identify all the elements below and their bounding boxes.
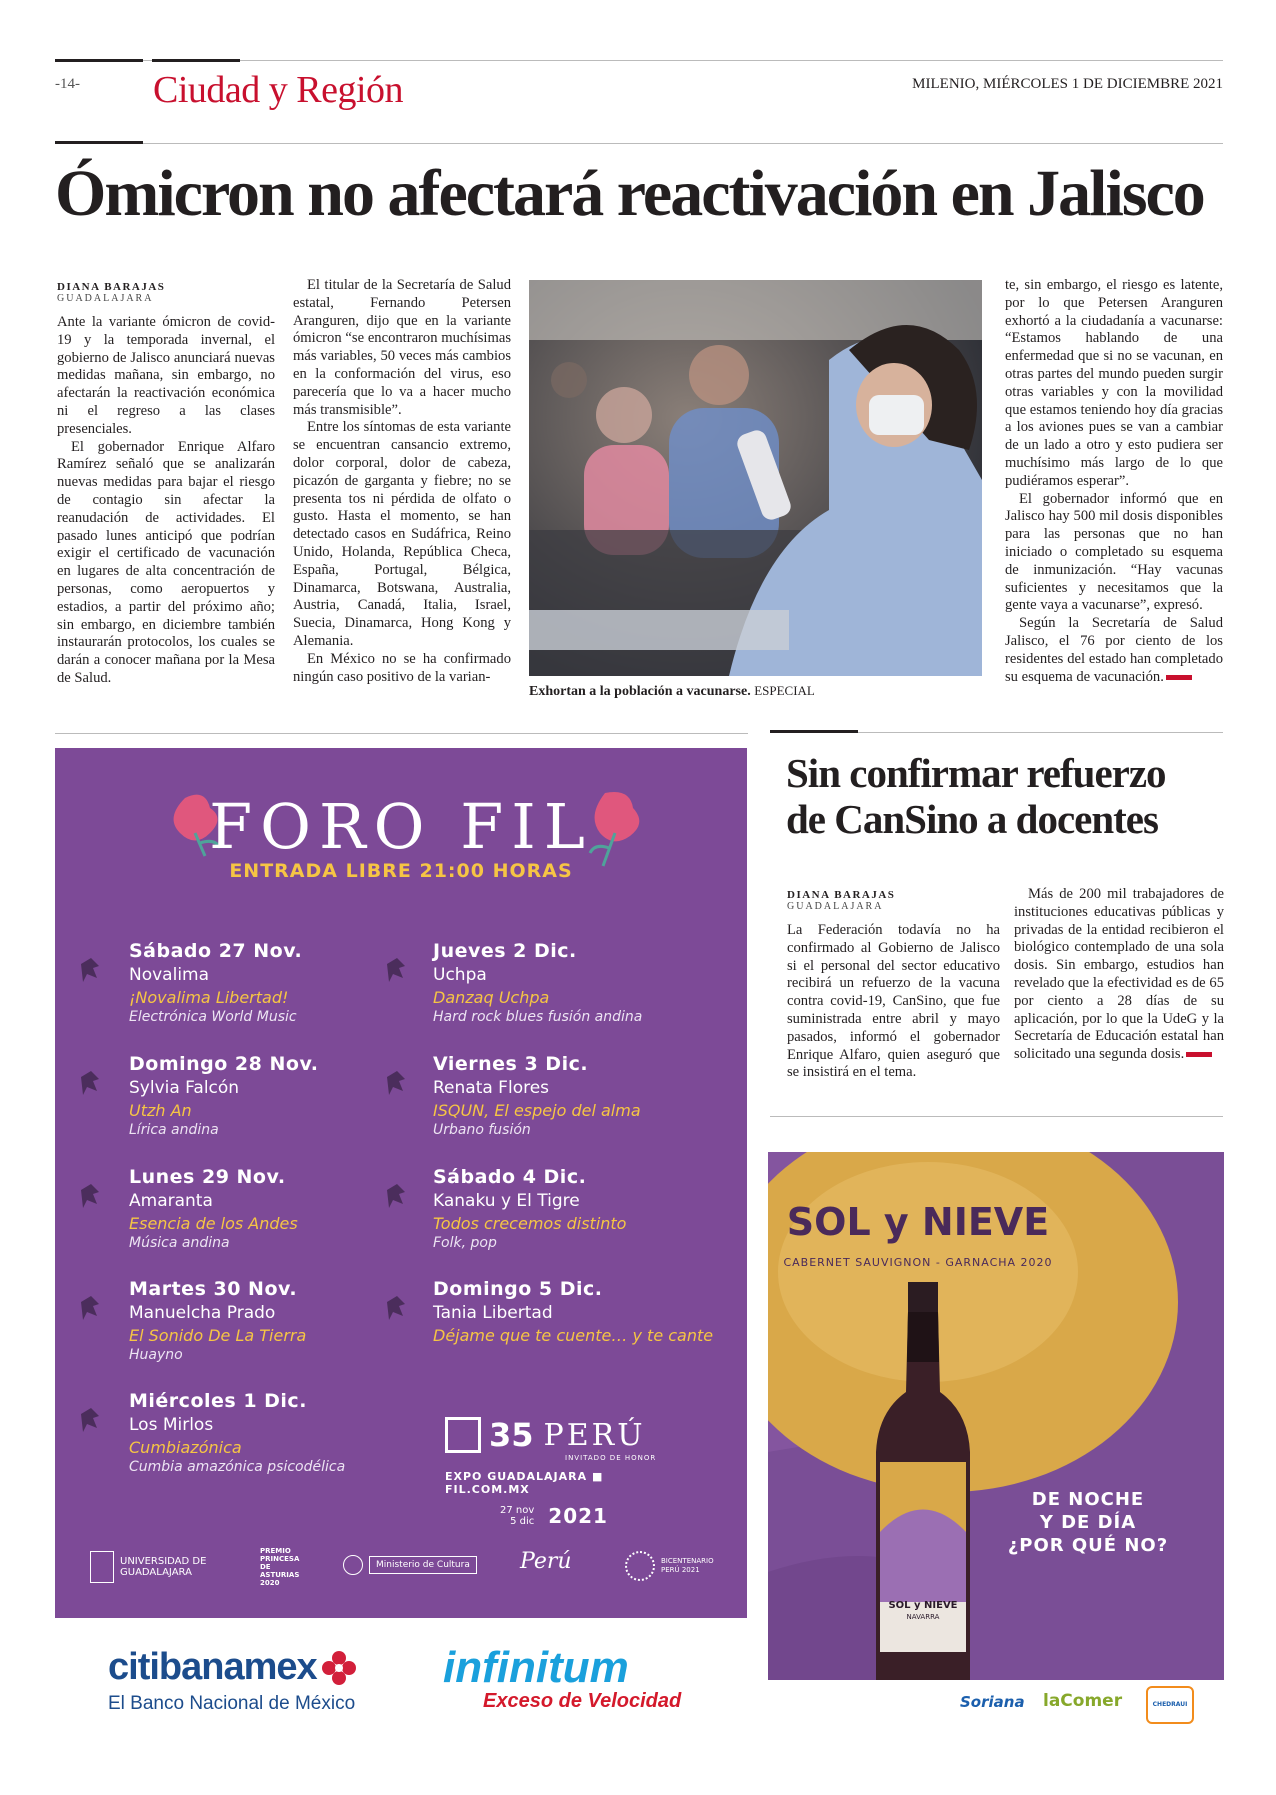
logo-bicentenario: BICENTENARIO PERÚ 2021: [661, 1557, 714, 1574]
telecom-tagline: Exceso de Velocidad: [483, 1690, 682, 1712]
event-item: [433, 1053, 747, 1138]
paragraph: te, sin embargo, el riesgo es latente, por lo que Petersen Aranguren exhortó a la ciudadanía a vacunarse: “Estamos hablando de una enfermedad que si no se vacunan, en otras partes del mundo pueden surgir otras variables y con la movilidad que estamos teniendo hoy día gracias a los aviones pues se van a cambiar de un lado a otro y esto pudiera ser muchísimo más largo de lo que pudiéramos esperar”.: [1005, 277, 1223, 489]
header-rule-accent: [152, 59, 240, 62]
header-rule-accent: [55, 59, 143, 62]
guest-subtitle: INVITADO DE HONOR: [565, 1454, 657, 1462]
event-artist: Los Mirlos: [129, 1415, 214, 1435]
story-column-2: [293, 277, 511, 686]
paragraph: [1005, 615, 1223, 686]
paragraph: [1014, 886, 1224, 1064]
paragraph: La Federación todavía no ha confirmado al Gobierno de Jalisco si el personal del sector educativo recibirá un refuerzo de la vacuna contra covid-19, CanSino, que fue suministrada entre abril y mayo pasados, informó el gobernador Enrique Alfaro, quien aseguró que se insistirá en el tema.: [787, 922, 1000, 1081]
fil-number: 35: [489, 1416, 534, 1454]
event-title: Todos crecemos distinto: [433, 1214, 627, 1233]
event-artist: Sylvia Falcón: [129, 1078, 240, 1098]
store-soriana: Soriana: [960, 1693, 1025, 1711]
event-item: [433, 1278, 747, 1345]
event-artist: Uchpa: [433, 965, 487, 985]
headline-line: Sin confirmar refuerzo: [786, 750, 1166, 796]
ad-title: FORO FIL: [209, 790, 593, 863]
event-item: [433, 1166, 747, 1251]
divider: [770, 1116, 1223, 1117]
event-title: ISQUN, El espejo del alma: [433, 1101, 641, 1120]
store-lacomer: laComer: [1043, 1691, 1123, 1711]
event-date: Sábado 4 Dic.: [433, 1166, 587, 1188]
story-column-1: [57, 314, 275, 688]
byline-author: DIANA BARAJAS: [57, 281, 166, 293]
logo-udg: UNIVERSIDAD DE GUADALAJARA: [120, 1556, 207, 1578]
year: 2021: [548, 1504, 608, 1528]
logo-peru: Perú: [520, 1549, 572, 1574]
end-mark: [1166, 675, 1192, 680]
peru-shield-icon: [343, 1555, 363, 1575]
paragraph: En México no se ha confirmado ningún caso positivo de la varian-: [293, 650, 511, 685]
ad-slogan: [978, 1488, 1198, 1557]
byline-location: GUADALAJARA: [787, 901, 884, 912]
event-date: Domingo 28 Nov.: [129, 1053, 319, 1075]
event-artist: Amaranta: [129, 1191, 213, 1211]
bird-icon: [79, 1292, 101, 1322]
udg-shield-icon: [90, 1551, 114, 1583]
event-artist: Kanaku y El Tigre: [433, 1191, 580, 1211]
event-genre: Huayno: [129, 1347, 183, 1363]
event-title: Cumbiazónica: [129, 1438, 242, 1457]
story2-column-1: [787, 922, 1000, 1082]
end-mark: [1186, 1052, 1212, 1057]
event-title: El Sonido De La Tierra: [129, 1326, 307, 1345]
event-genre: Hard rock blues fusión andina: [433, 1009, 643, 1025]
event-date: Jueves 2 Dic.: [433, 940, 577, 962]
paragraph: El titular de la Secretaría de Salud estatal, Fernando Petersen Aranguren, dijo que en la variante ómicron “se encontraron muchísimas más variables, 50 veces más cambios en la conformación del virus, eso parecería que lo va a hacer mucho más transmisible”.: [293, 277, 511, 418]
event-date: Viernes 3 Dic.: [433, 1053, 589, 1075]
sol-y-nieve-ad: [768, 1152, 1224, 1732]
divider-accent: [55, 141, 143, 144]
logo-ministerio: Ministerio de Cultura: [369, 1556, 477, 1574]
logo-princesa: PREMIO PRINCESA DE ASTURIAS 2020: [260, 1547, 300, 1587]
label-brand: SOL y NIEVE: [888, 1600, 958, 1611]
dates-end: 5 dic: [510, 1516, 535, 1527]
dateline: MILENIO, MIÉRCOLES 1 DE DICIEMBRE 2021: [912, 76, 1223, 92]
foro-fil-ad: [55, 748, 747, 1618]
event-title: Esencia de los Andes: [129, 1214, 298, 1233]
event-genre: Música andina: [129, 1235, 230, 1251]
event-date: Miércoles 1 Dic.: [129, 1390, 307, 1412]
paragraph: El gobernador informó que en Jalisco hay 500 mil dosis disponibles para las personas que no han iniciado o completado su esquema de inmunización. “Hay vacunas suficientes y necesitamos que la gente vaya a vacunarse”, expresó.: [1005, 490, 1223, 614]
bird-icon: [385, 1180, 407, 1210]
bird-icon: [385, 1067, 407, 1097]
fil-peru-logo: [445, 1416, 685, 1528]
event-date: Martes 30 Nov.: [129, 1278, 298, 1300]
caption-credit: ESPECIAL: [754, 683, 815, 698]
paragraph-text: Más de 200 mil trabajadores de instituciones educativas públicas y privadas de la entidad recibieron el biológico contemplado de una sola dosis. Sin embargo, estudios han revelado que la efectividad es de 65 por ciento a 28 días de su aplicación, por lo que la UdeG y la Secretaría de Educación estatal han solicitado una segunda dosis.: [1014, 886, 1224, 1063]
telecom-name: infinitum: [443, 1643, 629, 1692]
bird-icon: [79, 1404, 101, 1434]
dates-start: 27 nov: [500, 1505, 535, 1516]
bank-tagline: El Banco Nacional de México: [108, 1693, 356, 1714]
slogan-line: DE NOCHE: [1031, 1489, 1145, 1510]
flower-logo-icon: [321, 1650, 357, 1686]
ad-variety: CABERNET SAUVIGNON - GARNACHA 2020: [783, 1256, 1053, 1269]
event-genre: Electrónica World Music: [129, 1009, 297, 1025]
page-number: -14-: [55, 76, 80, 92]
event-artist: Renata Flores: [433, 1078, 550, 1098]
bicentenario-icon: [625, 1551, 655, 1581]
event-title: Danzaq Uchpa: [433, 988, 550, 1007]
event-artist: Tania Libertad: [433, 1303, 553, 1323]
guest-country: PERÚ: [543, 1417, 646, 1453]
event-title: Utzh An: [129, 1101, 192, 1120]
caption-text: Exhortan a la población a vacunarse.: [529, 684, 751, 699]
store-chedraui: CHEDRAUI: [1146, 1686, 1194, 1724]
story2-headline: [786, 750, 1166, 842]
event-date: Sábado 27 Nov.: [129, 940, 303, 962]
divider-accent: [770, 730, 858, 733]
event-genre: Urbano fusión: [433, 1122, 531, 1138]
news-photo: [529, 280, 982, 676]
section-title: Ciudad y Región: [153, 69, 404, 111]
photo-caption: [529, 683, 815, 700]
story-column-3: [1005, 277, 1223, 686]
slogan-line: ¿POR QUÉ NO?: [1007, 1535, 1169, 1556]
event-date: Lunes 29 Nov.: [129, 1166, 286, 1188]
citibanamex-logo: [108, 1646, 357, 1715]
wine-bottle: [868, 1282, 978, 1702]
bird-icon: [385, 954, 407, 984]
paragraph-text: Según la Secretaría de Salud Jalisco, el 76 por ciento de los residentes del estado han completado su esquema de vacunación.: [1005, 615, 1223, 685]
ad-brand: SOL y NIEVE: [786, 1200, 1050, 1244]
event-artist: Novalima: [129, 965, 210, 985]
headline-line: de CanSino a docentes: [786, 796, 1158, 842]
story-headline: Ómicron no afectará reactivación en Jalisco: [55, 157, 1204, 230]
event-artist: Manuelcha Prado: [129, 1303, 276, 1323]
event-item: [433, 940, 747, 1025]
event-genre: Folk, pop: [433, 1235, 497, 1251]
event-title: Déjame que te cuente… y te cante: [433, 1326, 714, 1345]
venue: EXPO GUADALAJARA ■ FIL.COM.MX: [445, 1470, 604, 1496]
sponsor-logos: [55, 1541, 747, 1591]
event-item: [129, 1390, 449, 1475]
slogan-line: Y DE DÍA: [1039, 1512, 1137, 1533]
bird-icon: [79, 954, 101, 984]
paragraph: Entre los síntomas de esta variante se encuentran cansancio extremo, dolor corporal, dolor de cabeza, picazón de garganta y fiebre; no se presenta tos ni pérdida de olfato o gusto. Hasta el momento, se han detectado casos en Sudáfrica, Reino Unido, Holanda, República Checa, España, Portugal, Bélgica, Dinamarca, Botswana, Australia, Austria, Canadá, Italia, Israel, Suecia, Dinamarca, Hong Kong y Alemania.: [293, 419, 511, 649]
bank-name: citibanamex: [108, 1646, 317, 1688]
event-title: ¡Novalima Libertad!: [129, 988, 289, 1007]
paragraph: Ante la variante ómicron de covid-19 y la temporada invernal, el gobierno de Jalisco anunciará nuevas medidas mañana, sin embargo, no afectarán la reactivación económica ni el regreso a las clases presenciales.: [57, 314, 275, 437]
infinitum-logo: [443, 1643, 682, 1713]
bird-icon: [79, 1180, 101, 1210]
event-genre: Cumbia amazónica psicodélica: [129, 1459, 346, 1475]
paragraph: El gobernador Enrique Alfaro Ramírez señaló que se analizarán nuevas medidas para bajar el riesgo de contagio sin afectar la reanudación de actividades. El pasado lunes anticipó que podrían exigir el certificado de vacunación en lugares de alta concentración de personas, como aeropuertos y estadios, a partir del próximo año; sin embargo, en diciembre también instaurarán protocolos, los cuales se darán a conocer mañana por la Mesa de Salud.: [57, 438, 275, 686]
bird-icon: [385, 1292, 407, 1322]
byline-location: GUADALAJARA: [57, 293, 154, 304]
bird-icon: [79, 1067, 101, 1097]
story2-column-2: [1014, 886, 1224, 1064]
fil-icon: [445, 1417, 481, 1453]
event-genre: Lírica andina: [129, 1122, 219, 1138]
divider: [55, 733, 748, 734]
divider: [55, 143, 1223, 144]
event-date: Domingo 5 Dic.: [433, 1278, 603, 1300]
ad-subtitle: ENTRADA LIBRE 21:00 HORAS: [229, 860, 573, 882]
label-region: NAVARRA: [906, 1613, 940, 1621]
byline-author: DIANA BARAJAS: [787, 889, 896, 901]
